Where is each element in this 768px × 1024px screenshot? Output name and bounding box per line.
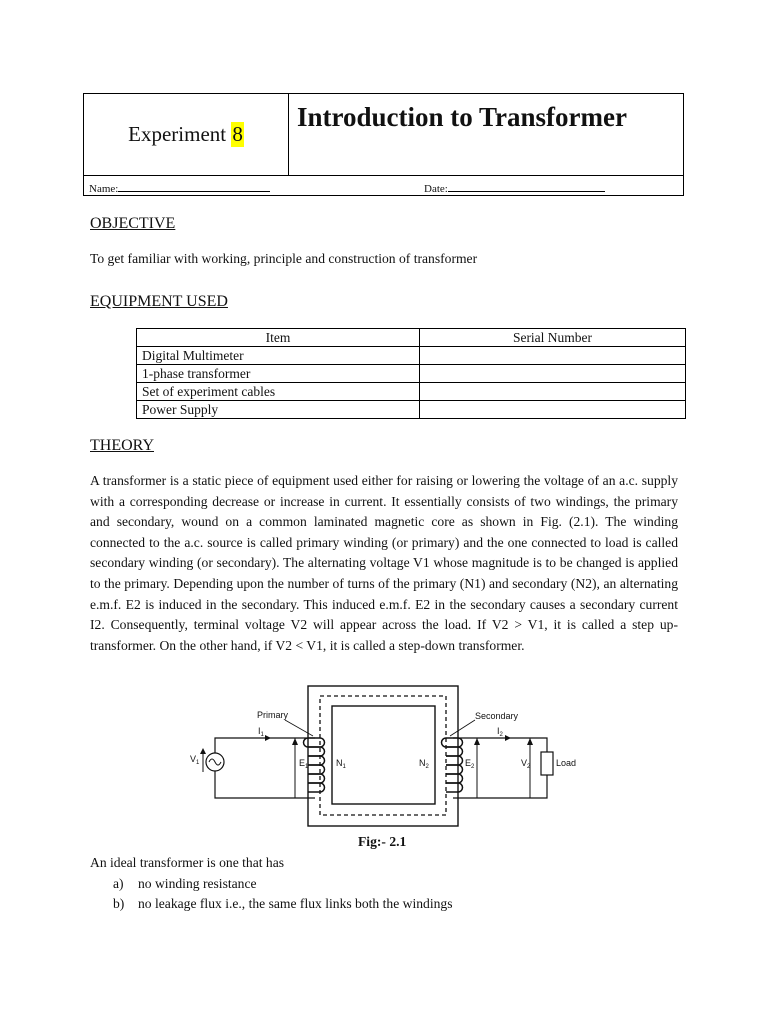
list-marker: b) xyxy=(113,896,125,911)
primary-label: Primary xyxy=(257,710,288,720)
date-blank[interactable] xyxy=(448,180,605,192)
svg-text:I2 xyxy=(497,726,504,738)
column-header-serial: Serial Number xyxy=(420,329,686,347)
n2-label: N xyxy=(419,758,426,768)
core-inner xyxy=(332,706,435,804)
v1-sub: 1 xyxy=(196,760,200,766)
v2-label: V xyxy=(521,758,528,768)
svg-text:I1 xyxy=(258,726,265,738)
figure-caption: Fig:- 2.1 xyxy=(358,834,407,849)
objective-heading: OBJECTIVE xyxy=(90,215,176,232)
primary-wire xyxy=(215,738,315,798)
list-item xyxy=(113,896,452,912)
table-row xyxy=(137,383,686,401)
load-label: Load xyxy=(556,758,577,768)
experiment-prefix: Experiment xyxy=(128,122,232,146)
name-date-row xyxy=(84,175,683,196)
i1-label: I xyxy=(258,726,261,736)
e2-sub: 2 xyxy=(471,764,475,770)
v2-sub: 2 xyxy=(527,764,531,770)
table-row xyxy=(137,365,686,383)
item-cell: Digital Multimeter xyxy=(137,347,420,365)
column-header-item: Item xyxy=(137,329,420,347)
load-icon xyxy=(541,752,553,775)
experiment-header xyxy=(83,93,684,196)
secondary-winding xyxy=(442,738,463,792)
ideal-intro: An ideal transformer is one that has xyxy=(90,855,285,870)
list-text: no winding resistance xyxy=(138,876,257,891)
experiment-number: 8 xyxy=(232,122,243,146)
list-marker: a) xyxy=(113,876,124,891)
equipment-heading: EQUIPMENT USED xyxy=(90,293,228,310)
theory-heading: THEORY xyxy=(90,437,154,454)
item-cell: 1-phase transformer xyxy=(137,365,420,383)
serial-cell xyxy=(420,347,686,365)
secondary-label: Secondary xyxy=(475,711,519,721)
i2-label: I xyxy=(497,726,500,736)
table-row xyxy=(137,401,686,419)
svg-text:E2 xyxy=(465,758,475,770)
experiment-title: Introduction to Transformer xyxy=(297,102,627,132)
list-text: no leakage flux i.e., the same flux links both the windings xyxy=(138,896,453,911)
serial-cell xyxy=(420,365,686,383)
date-label: Date: xyxy=(424,183,448,195)
item-cell: Power Supply xyxy=(137,401,420,419)
svg-text:V1 xyxy=(190,754,200,766)
i1-sub: 1 xyxy=(260,732,264,738)
date-field xyxy=(424,180,605,195)
serial-cell xyxy=(420,401,686,419)
svg-text:N2 xyxy=(419,758,430,770)
e1-sub: 1 xyxy=(305,764,309,770)
n1-label: N xyxy=(336,758,343,768)
name-label: Name: xyxy=(89,183,119,195)
objective-text: To get familiar with working, principle and construction of transformer xyxy=(90,251,478,266)
e1-label: E xyxy=(299,758,306,768)
e2-label: E xyxy=(465,758,472,768)
transformer-diagram xyxy=(185,680,585,838)
n1-sub: 1 xyxy=(342,764,346,770)
serial-cell xyxy=(420,383,686,401)
table-header-row xyxy=(137,329,686,347)
theory-paragraph: A transformer is a static piece of equipment used either for raising or lowering the voltage of an a.c. supply with a corresponding decrease or increase in current. It essentially consists of two windings, the primary and secondary, wound on a common laminated magnetic core as shown in Fig. (2.1). The winding connected to the a.c. source is called primary winding (or primary) and the one connected to load is called secondary winding (or secondary). The alternating voltage V1 whose magnitude is to be changed is applied to the primary. Depending upon the number of turns of the primary (N1) and secondary (N2), an alternating e.m.f. E2 is induced in the secondary. This induced e.m.f. E2 in the secondary causes a secondary current I2. Consequently, terminal voltage V2 will appear across the load. If V2 > V1, it is called a step up-transformer. On the other hand, if V2 < V1, it is called a step-down transformer. xyxy=(90,473,678,653)
equipment-table xyxy=(136,328,686,419)
name-blank[interactable] xyxy=(118,180,270,192)
flux-path xyxy=(320,696,446,815)
v1-label: V xyxy=(190,754,197,764)
table-row xyxy=(137,347,686,365)
list-item xyxy=(113,876,257,892)
i2-sub: 2 xyxy=(499,732,503,738)
n2-sub: 2 xyxy=(425,764,429,770)
svg-text:N1 xyxy=(336,758,347,770)
experiment-label xyxy=(84,94,289,175)
item-cell: Set of experiment cables xyxy=(137,383,420,401)
name-field xyxy=(89,180,270,195)
